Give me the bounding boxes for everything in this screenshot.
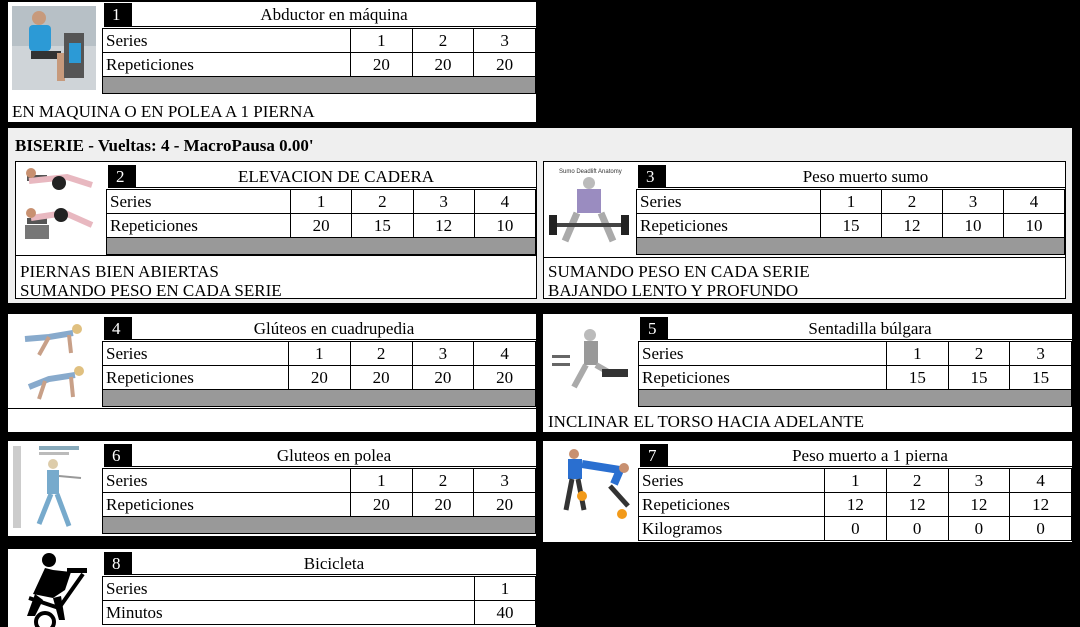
exercise-table-7: [638, 468, 1072, 541]
exercise-title-6: Gluteos en polea: [132, 444, 536, 467]
cell: 12: [413, 214, 474, 238]
gray-bar: [103, 390, 536, 407]
cell: 15: [352, 214, 413, 238]
exercise-number-7: 7: [640, 444, 668, 467]
gray-bar: [103, 77, 536, 94]
cell: 40: [475, 601, 536, 625]
row-label: Series: [639, 469, 825, 493]
row-label: Series: [639, 342, 887, 366]
image-caption: Sumo Deadlift Anatomy: [559, 169, 622, 175]
exercise-title-1: Abductor en máquina: [132, 3, 536, 27]
cell: 1: [825, 469, 887, 493]
exercise-table-1: [102, 28, 536, 94]
cell: 2: [412, 469, 474, 493]
cell: 1: [475, 577, 536, 601]
cell: 4: [474, 190, 535, 214]
gray-bar: [639, 390, 1072, 407]
cell: 0: [825, 517, 887, 541]
exercise-title-2: ELEVACION DE CADERA: [136, 165, 536, 188]
row-label: Repeticiones: [639, 493, 825, 517]
cell: 3: [474, 469, 536, 493]
exercise-number-2: 2: [108, 165, 136, 188]
cell: 2: [412, 29, 474, 53]
exercise-title-5: Sentadilla búlgara: [668, 317, 1072, 340]
exercise-note-2: PIERNAS BIEN ABIERTAS SUMANDO PESO EN CADA SERIE: [16, 262, 536, 298]
cell: 12: [825, 493, 887, 517]
cell: 3: [943, 190, 1004, 214]
row-label: Repeticiones: [103, 366, 289, 390]
exercise-table-3: [636, 189, 1065, 255]
cell: 2: [886, 469, 948, 493]
exercise-image-3: [545, 163, 633, 253]
exercise-image-6: [9, 442, 99, 532]
cell: 20: [412, 493, 474, 517]
row-label: Series: [103, 469, 351, 493]
cell: 20: [474, 493, 536, 517]
cell: 4: [1010, 469, 1072, 493]
row-label: Repeticiones: [107, 214, 291, 238]
cell: 2: [350, 342, 412, 366]
cell: 12: [886, 493, 948, 517]
exercise-title-4: Glúteos en cuadrupedia: [132, 317, 536, 340]
exercise-table-4: [102, 341, 536, 407]
divider: [544, 257, 1065, 258]
exercise-title-7: Peso muerto a 1 pierna: [668, 444, 1072, 467]
gray-bar: [107, 238, 536, 255]
cell: 20: [289, 366, 351, 390]
row-label: Series: [103, 577, 475, 601]
exercise-number-5: 5: [640, 317, 668, 340]
row-label: Minutos: [103, 601, 475, 625]
cell: 0: [886, 517, 948, 541]
row-label: Repeticiones: [637, 214, 821, 238]
row-label: Series: [103, 342, 289, 366]
cell: 2: [882, 190, 943, 214]
cell: 0: [948, 517, 1010, 541]
cell: 10: [474, 214, 535, 238]
cell: 10: [1004, 214, 1065, 238]
biserie-title: BISERIE - Vueltas: 4 - MacroPausa 0.00': [15, 136, 314, 155]
cell: 3: [474, 29, 536, 53]
exercise-number-3: 3: [638, 165, 666, 188]
cell: 4: [474, 342, 536, 366]
cell: 3: [413, 190, 474, 214]
cell: 1: [289, 342, 351, 366]
cell: 20: [351, 493, 413, 517]
exercise-image-5: [544, 315, 636, 405]
row-label: Series: [107, 190, 291, 214]
cell: 20: [412, 53, 474, 77]
exercise-table-5: [638, 341, 1072, 407]
cell: 2: [352, 190, 413, 214]
exercise-image-1: [9, 3, 99, 93]
cell: 1: [887, 342, 949, 366]
spin-bike-icon: [9, 550, 100, 627]
cell: 10: [943, 214, 1004, 238]
exercise-table-2: [106, 189, 536, 255]
cell: 20: [351, 53, 413, 77]
exercise-title-3: Peso muerto sumo: [666, 165, 1065, 188]
row-label: Series: [637, 190, 821, 214]
exercise-title-8: Bicicleta: [132, 552, 536, 575]
cell: 20: [474, 53, 536, 77]
exercise-table-6: [102, 468, 536, 534]
cell: 1: [351, 29, 413, 53]
cell: 15: [887, 366, 949, 390]
cell: 3: [412, 342, 474, 366]
cell: 1: [291, 190, 352, 214]
row-label: Series: [103, 29, 351, 53]
exercise-table-8: [102, 576, 536, 625]
exercise-image-4: [9, 315, 100, 406]
exercise-note-5: INCLINAR EL TORSO HACIA ADELANTE: [544, 412, 1072, 432]
divider: [16, 255, 536, 256]
exercise-image-2: [17, 163, 103, 251]
cell: 12: [948, 493, 1010, 517]
divider: [8, 408, 536, 409]
cell: 12: [882, 214, 943, 238]
row-label: Kilogramos: [639, 517, 825, 541]
gray-bar: [103, 517, 536, 534]
exercise-note-3: SUMANDO PESO EN CADA SERIE BAJANDO LENTO Y PROFUNDO: [544, 262, 1065, 298]
cell: 3: [1010, 342, 1072, 366]
cell: 15: [1010, 366, 1072, 390]
cell: 2: [948, 342, 1010, 366]
cell: 15: [821, 214, 882, 238]
gray-bar: [637, 238, 1065, 255]
cell: 4: [1004, 190, 1065, 214]
exercise-number-6: 6: [104, 444, 132, 467]
cell: 15: [948, 366, 1010, 390]
row-label: Repeticiones: [103, 493, 351, 517]
cell: 20: [350, 366, 412, 390]
cell: 3: [948, 469, 1010, 493]
exercise-number-1: 1: [104, 3, 132, 27]
row-label: Repeticiones: [103, 53, 351, 77]
cell: 20: [291, 214, 352, 238]
exercise-image-7: [544, 442, 636, 520]
exercise-number-4: 4: [104, 317, 132, 340]
row-label: Repeticiones: [639, 366, 887, 390]
cell: 20: [412, 366, 474, 390]
cell: 20: [474, 366, 536, 390]
cell: 0: [1010, 517, 1072, 541]
cell: 12: [1010, 493, 1072, 517]
exercise-note-1: EN MAQUINA O EN POLEA A 1 PIERNA: [8, 102, 536, 122]
exercise-number-8: 8: [104, 552, 132, 575]
cell: 1: [351, 469, 413, 493]
cell: 1: [821, 190, 882, 214]
